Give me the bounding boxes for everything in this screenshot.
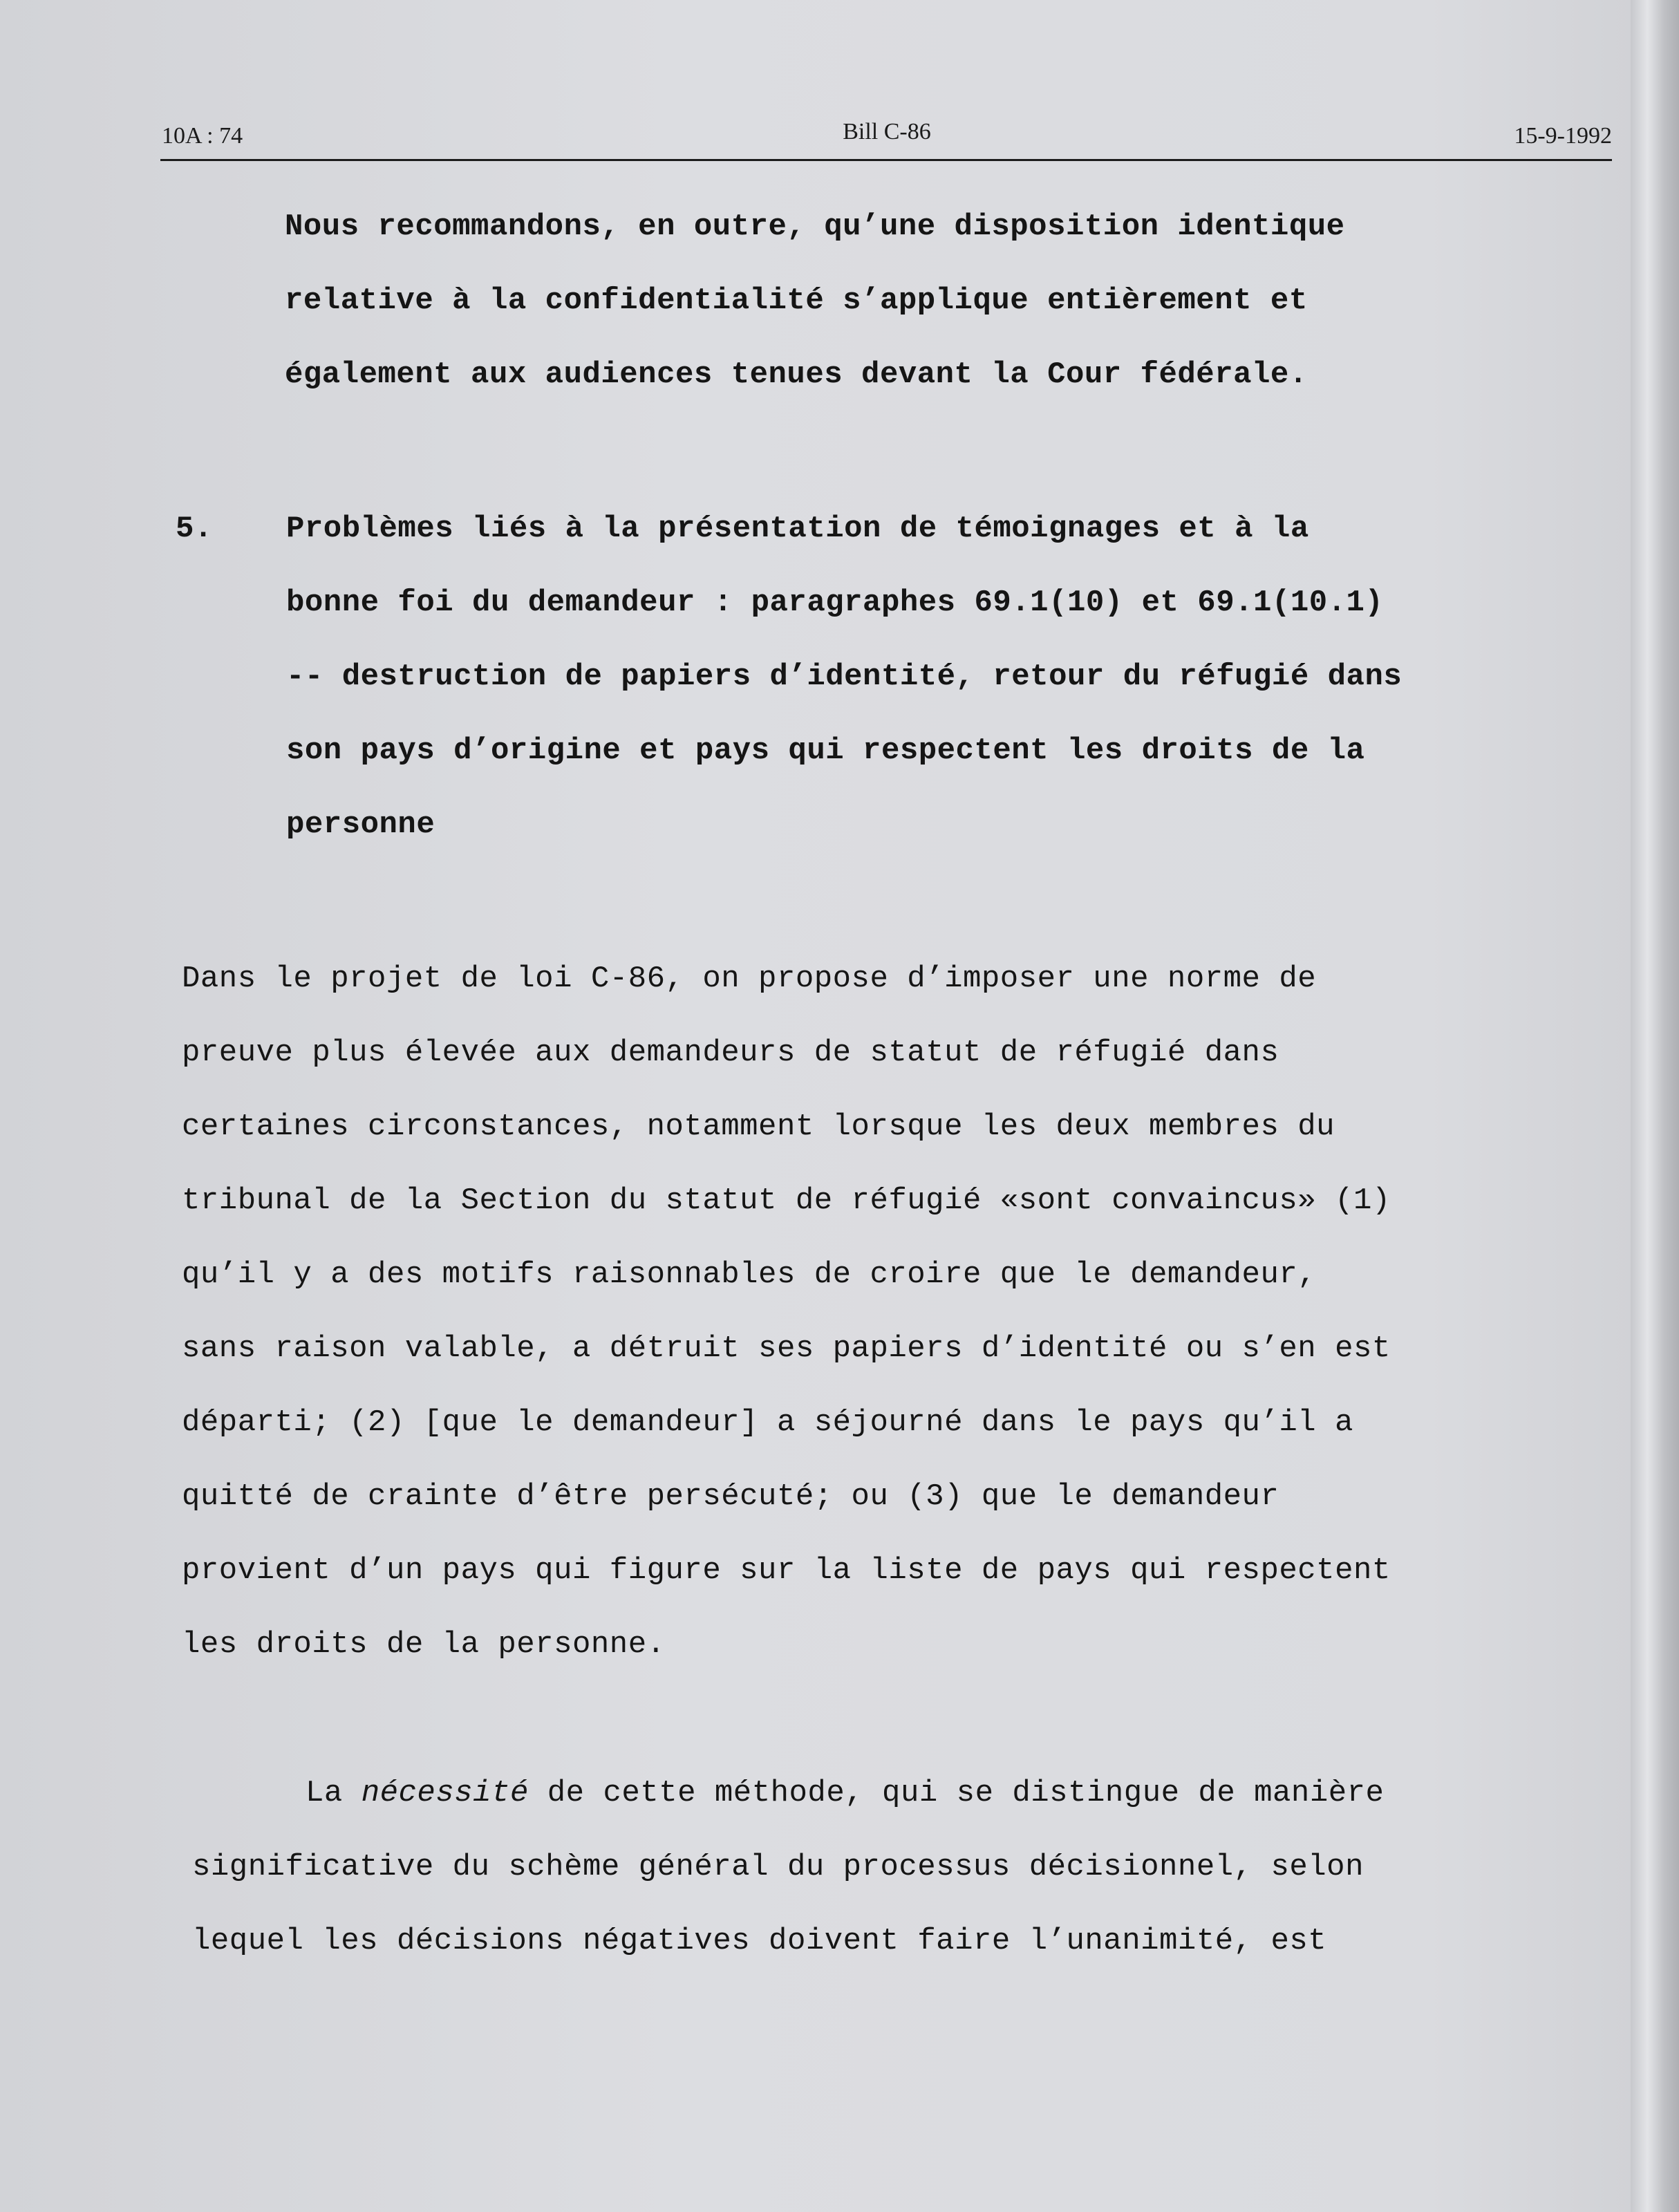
heading-line: son pays d’origine et pays qui respectent les droits de la (286, 733, 1365, 768)
text-line: relative à la confidentialité s’applique entièrement et (285, 283, 1308, 318)
text-line (192, 1756, 1384, 1830)
text-line: lequel les décisions négatives doivent faire l’unanimité, est (192, 1924, 1327, 1958)
page-edge (1631, 0, 1679, 2212)
text-line: preuve plus élevée aux demandeurs de statut de réfugié dans (182, 1035, 1279, 1070)
text-line: tribunal de la Section du statut de réfugié «sont convaincus» (1) (182, 1183, 1391, 1218)
text-line: quitté de crainte d’être persécuté; ou (3) que le demandeur (182, 1479, 1279, 1514)
text-line: Dans le projet de loi C-86, on propose d’imposer une norme de (182, 962, 1317, 996)
text-line: les droits de la personne. (182, 1627, 666, 1662)
heading-line: -- destruction de papiers d’identité, retour du réfugié dans (286, 659, 1403, 694)
section-number: 5. (176, 512, 213, 546)
body-paragraph (192, 1756, 1384, 1978)
heading-line: bonne foi du demandeur : paragraphes 69.1(10) et 69.1(10.1) (286, 585, 1384, 620)
text-line: significative du schème général du processus décisionnel, selon (192, 1850, 1364, 1884)
bill-title: Bill C-86 (843, 119, 931, 144)
text-line: provient d’un pays qui figure sur la liste de pays qui respectent (182, 1553, 1391, 1588)
heading-line: personne (286, 807, 435, 842)
text-line: Nous recommandons, en outre, qu’une disposition identique (285, 209, 1345, 244)
page-header (162, 119, 1612, 162)
recommendation-text (285, 190, 1345, 412)
header-rule (160, 159, 1612, 161)
text-line: certaines circonstances, notamment lorsque les deux membres du (182, 1109, 1335, 1144)
text-line: sans raison valable, a détruit ses papiers d’identité ou s’en est (182, 1331, 1391, 1366)
heading-line: Problèmes liés à la présentation de témoignages et à la (286, 512, 1309, 546)
body-paragraph (182, 942, 1391, 1682)
section-heading (286, 492, 1402, 862)
page-number: 10A : 74 (162, 123, 243, 149)
text-run: de cette méthode, qui se distingue de manière (528, 1776, 1385, 1810)
text-line: également aux audiences tenues devant la Cour fédérale. (285, 357, 1308, 392)
text-line: qu’il y a des motifs raisonnables de croire que le demandeur, (182, 1257, 1317, 1292)
header-date: 15-9-1992 (1514, 123, 1612, 149)
emphasized-word: nécessité (361, 1776, 529, 1810)
text-run: La (306, 1776, 362, 1810)
text-line: départi; (2) [que le demandeur] a séjourné dans le pays qu’il a (182, 1405, 1353, 1440)
